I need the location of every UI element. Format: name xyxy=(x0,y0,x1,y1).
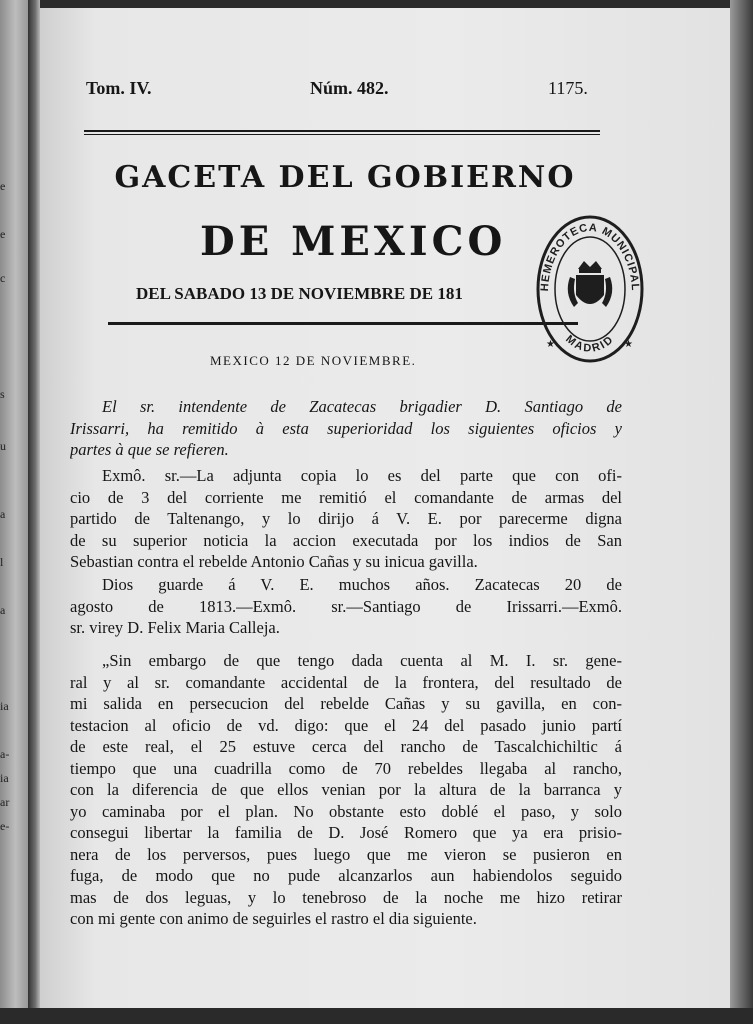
volume-label: Tom. IV. xyxy=(86,78,152,98)
text-line: mi salida en persecucion del rebelde Cañas y su gavilla, en con- xyxy=(70,694,622,713)
page-number: 1175. xyxy=(548,78,588,98)
svg-text:★: ★ xyxy=(624,339,633,350)
left-page-fragment: s xyxy=(0,387,5,401)
letter-paragraph xyxy=(70,465,622,573)
left-page-fragment: e- xyxy=(0,819,10,833)
library-stamp-icon xyxy=(534,213,646,365)
masthead-title-line2: DE MEXICO xyxy=(200,218,507,265)
left-page-fragment: e xyxy=(0,179,6,193)
left-page-fragment: u xyxy=(0,439,6,453)
adjacent-page-edge xyxy=(0,0,28,1024)
text-line: mas de dos leguas, y lo tenebroso de la noche me hizo retirar xyxy=(70,887,622,907)
text-line: agosto de 1813.—Exmô. sr.—Santiago de Irissarri.—Exmô. xyxy=(70,596,622,616)
left-page-fragment: ia xyxy=(0,771,9,785)
text-line: Sebastian contra el rebelde Antonio Cañas y su inicua gavilla. xyxy=(70,552,478,571)
masthead-title-line1: GACETA DEL GOBIERNO xyxy=(114,160,576,195)
page-edge-bottom xyxy=(0,1008,753,1024)
text-line: con la diferencia de que ellos venian por la altura de la barranca y xyxy=(70,780,622,799)
report-paragraph xyxy=(70,650,622,930)
left-page-fragment: a xyxy=(0,507,6,521)
text-line: Exmô. sr.—La adjunta copia lo es del parte que con ofi- xyxy=(102,466,622,485)
text-line: Dios guarde á V. E. muchos años. Zacatecas 20 de xyxy=(102,575,622,594)
coat-of-arms-icon xyxy=(568,261,613,307)
text-line: El sr. intendente de Zacatecas brigadier D. Santiago de xyxy=(102,397,622,416)
newspaper-page xyxy=(40,8,730,1008)
text-line: consegui libertar la familia de D. José Romero que ya era prisio- xyxy=(70,823,622,842)
page-edge-right xyxy=(730,0,753,1024)
text-line: Irissarri, ha remitido à esta superioridad los siguientes oficios y xyxy=(70,418,622,438)
dispatch-heading: MEXICO 12 DE NOVIEMBRE. xyxy=(210,353,417,368)
text-line: „Sin embargo de que tengo dada cuenta al M. I. sr. gene- xyxy=(102,651,622,670)
text-line: partido de Taltenango, y lo dirijo á V. E. por parecerme digna xyxy=(70,509,622,528)
svg-text:★: ★ xyxy=(546,339,555,350)
left-page-fragment: a xyxy=(0,603,6,617)
header-rule xyxy=(84,130,600,132)
text-line: sr. virey D. Felix Maria Calleja. xyxy=(70,618,280,637)
stamp-text-bottom: MADRID xyxy=(563,333,617,355)
text-line: testacion al oficio de vd. digo: que el 24 del pasado junio partí xyxy=(70,715,622,735)
left-page-fragment: ar xyxy=(0,795,10,809)
text-line: ral y al sr. comandante accidental de la frontera, del resultado de xyxy=(70,672,622,692)
text-line: nera de los perversos, pues luego que me vieron se pusieron en xyxy=(70,844,622,864)
left-page-fragment: e xyxy=(0,227,6,241)
masthead-rule xyxy=(108,322,578,325)
book-gutter xyxy=(28,0,40,1024)
masthead-dateline: DEL SABADO 13 DE NOVIEMBRE DE 181 xyxy=(136,284,463,303)
stamp-text-top: HEMEROTECA MUNICIPAL xyxy=(538,221,642,292)
text-line: de su superior noticia la accion executada por los indios de San xyxy=(70,530,622,550)
left-page-fragment: a- xyxy=(0,747,10,761)
left-page-fragment: c xyxy=(0,271,6,285)
intro-paragraph xyxy=(70,396,622,461)
left-page-fragment: ia xyxy=(0,699,9,713)
page-header xyxy=(86,78,606,104)
text-line: con mi gente con animo de seguirles el rastro el dia siguiente. xyxy=(70,909,477,928)
closing-paragraph xyxy=(70,574,622,639)
text-line: cio de 3 del corriente me remitió el comandante de armas del xyxy=(70,487,622,507)
left-page-fragment: l xyxy=(0,555,4,569)
text-line: de este real, el 25 estuve cerca del rancho de Tascalchichiltic á xyxy=(70,737,622,756)
svg-text:MADRID xyxy=(563,333,617,355)
text-line: partes à que se refieren. xyxy=(70,440,229,459)
text-line: fuga, de modo que no pude alcanzarlos aun habiendolos seguido xyxy=(70,866,622,885)
header-rule-thin xyxy=(84,134,600,135)
text-line: yo caminaba por el plan. No obstante esto doblé el paso, y solo xyxy=(70,801,622,821)
issue-number: Núm. 482. xyxy=(310,78,389,98)
text-line: tiempo que una cuadrilla como de 70 rebeldes llegaba al rancho, xyxy=(70,758,622,778)
